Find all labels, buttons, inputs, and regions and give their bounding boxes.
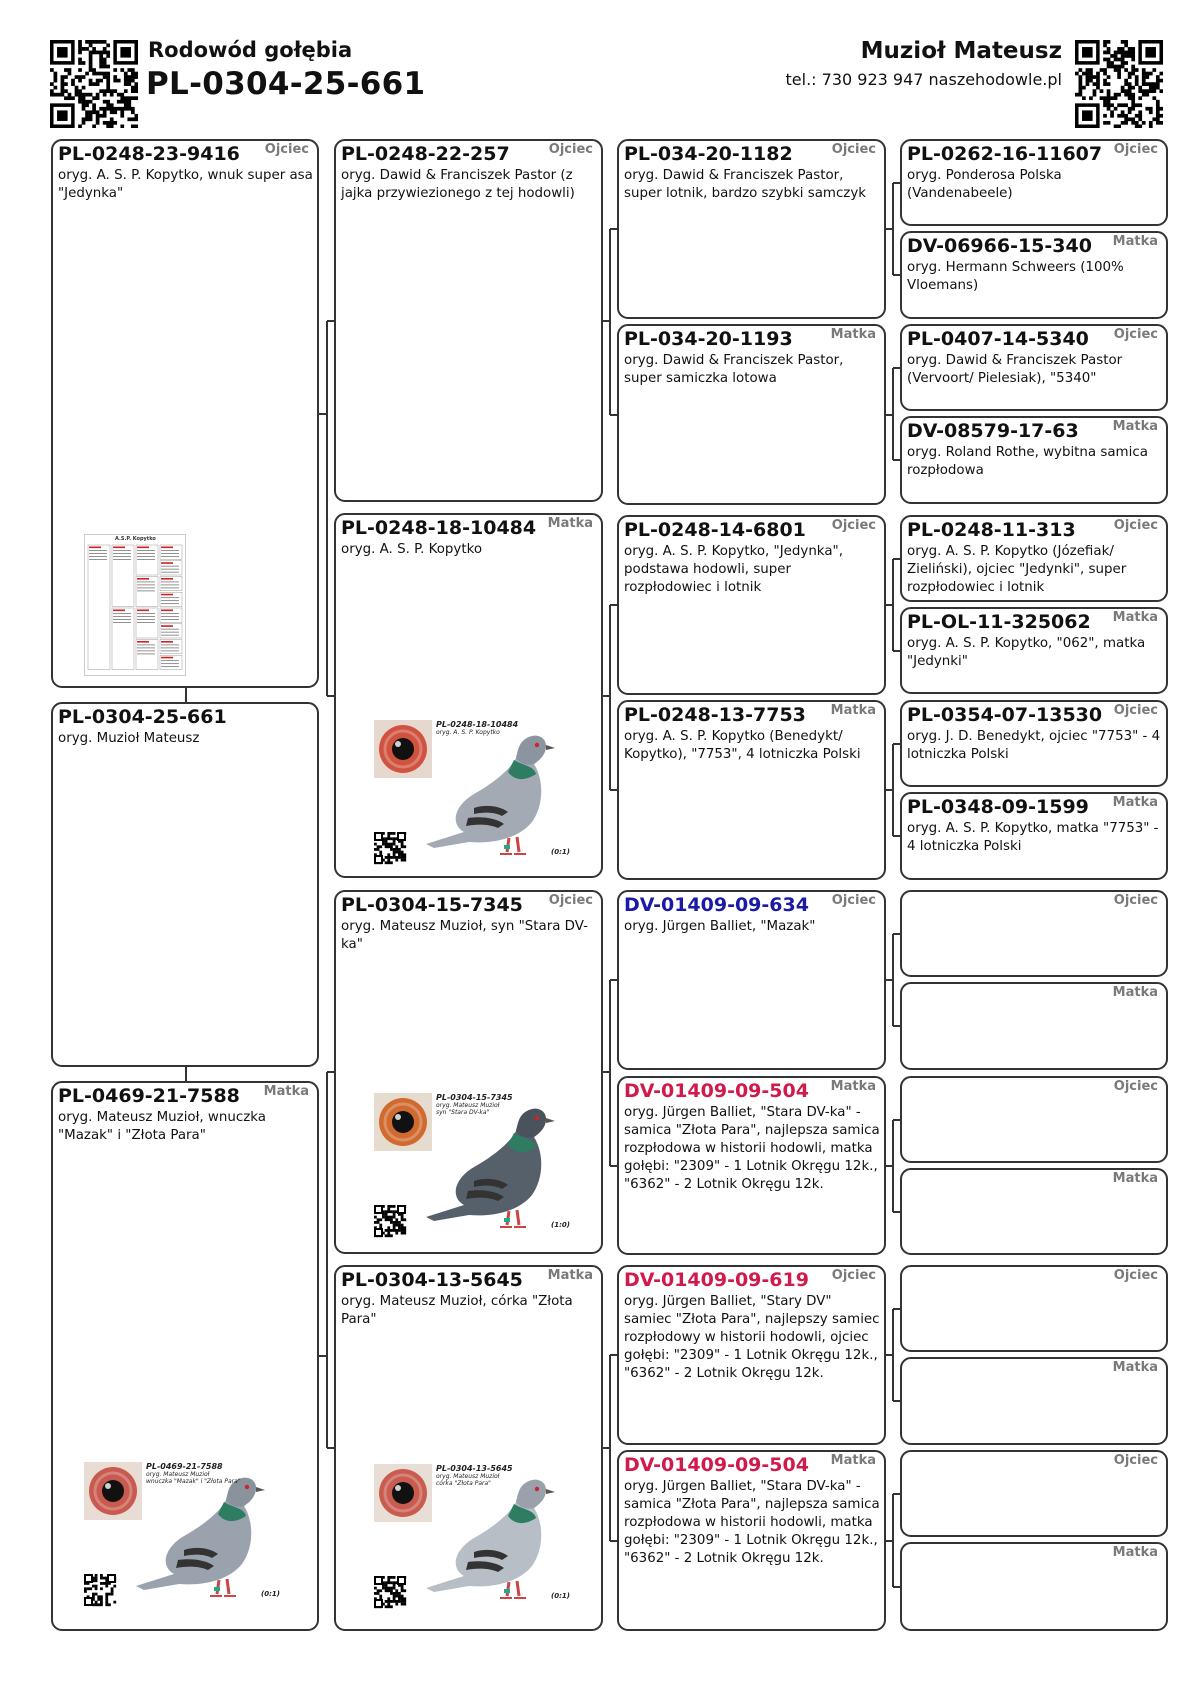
- father-label: Ojciec: [1113, 1268, 1158, 1283]
- father-label: Ojciec: [1113, 142, 1158, 157]
- photo-origin-label: oryg. A. S. P. Kopytko: [436, 729, 500, 736]
- photo-qr-code: [374, 832, 406, 864]
- connector-line: [610, 1354, 617, 1356]
- photo-qr-code: [84, 1574, 116, 1606]
- photo-origin-label: oryg. Mateusz Muzioł: [146, 1471, 210, 1478]
- gen4-card-1[interactable]: [900, 139, 1168, 226]
- origin-description: oryg. Ponderosa Polska (Vandenabeele): [907, 168, 1062, 201]
- ring-number: PL-0248-22-257: [341, 143, 510, 165]
- connector-line: [610, 1165, 617, 1167]
- connector-line: [892, 1309, 894, 1401]
- gen3-card-2[interactable]: [617, 324, 886, 505]
- connector-line: [893, 459, 900, 461]
- father-label: Ojciec: [831, 142, 876, 157]
- origin-description: oryg. A. S. P. Kopytko (Józefiak/ Zieliński), ojciec "Jedynki", super rozpłodowiec i lotnik: [907, 544, 1127, 595]
- photo-result-label: (0:1): [551, 1592, 570, 1600]
- owner-contact: tel.: 730 923 947 naszehodowle.pl: [785, 70, 1062, 89]
- gen3-card-4[interactable]: [617, 700, 886, 880]
- document-title: Rodowód gołębia: [148, 38, 353, 62]
- connector-line: [326, 1072, 328, 1448]
- gen4-card-4[interactable]: [900, 416, 1168, 504]
- gen4-card-11[interactable]: [900, 1076, 1168, 1163]
- photo-ring-label: PL-0469-21-7588: [146, 1462, 223, 1471]
- origin-description: oryg. A. S. P. Kopytko, "062", matka "Jedynki": [907, 636, 1146, 669]
- mother-label: Matka: [830, 703, 876, 718]
- mother-label: Matka: [547, 1268, 593, 1283]
- connector-line: [609, 229, 611, 415]
- gen3-card-6[interactable]: [617, 1076, 886, 1255]
- connector-line: [892, 368, 894, 460]
- photo-ring-label: PL-0304-13-5645: [436, 1464, 513, 1473]
- connector-line: [609, 1355, 611, 1541]
- pigeon-bird-photo: [426, 736, 555, 854]
- connector-line: [892, 559, 894, 651]
- ring-number: PL-0248-18-10484: [341, 517, 537, 539]
- ring-number: PL-0248-23-9416: [58, 143, 240, 165]
- mother-label: Matka: [263, 1084, 309, 1099]
- ring-number: PL-034-20-1193: [624, 328, 793, 350]
- origin-description: oryg. Roland Rothe, wybitna samica rozpłodowa: [907, 445, 1148, 478]
- ring-number: PL-0354-07-13530: [907, 704, 1103, 726]
- connector-line: [893, 367, 900, 369]
- ring-number: PL-0304-13-5645: [341, 1269, 523, 1291]
- photo-note-label: syn "Stara DV-ka": [436, 1109, 490, 1116]
- connector-line: [610, 414, 617, 416]
- gen3-card-8[interactable]: [617, 1450, 886, 1631]
- origin-description: oryg. A. S. P. Kopytko, matka "7753" - 4 lotniczka Polski: [907, 821, 1159, 854]
- connector-line: [893, 1586, 900, 1588]
- ring-number: DV-06966-15-340: [907, 235, 1092, 257]
- pigeon-eye-photo: [374, 1093, 432, 1151]
- connector-line: [893, 933, 900, 935]
- ring-number: PL-0248-14-6801: [624, 519, 806, 541]
- owner-name: Muzioł Mateusz: [860, 38, 1062, 64]
- pigeon-bird-photo: [136, 1478, 265, 1596]
- father-label: Ojciec: [264, 142, 309, 157]
- connector-line: [326, 321, 328, 696]
- photo-ring-label: PL-0304-15-7345: [436, 1093, 513, 1102]
- father-label: Ojciec: [548, 893, 593, 908]
- ring-number: PL-0348-09-1599: [907, 796, 1089, 818]
- origin-description: oryg. Jürgen Balliet, "Stara DV-ka" - samica "Złota Para", najlepsza samica rozpłodowa w historii hodowli, matka gołębi: "2309" - 1 Lotnik Okręgu 12k., "6362" - 2 Lotnik Okręgu 12k.: [624, 1479, 880, 1566]
- connector-line: [893, 274, 900, 276]
- ring-number: PL-OL-11-325062: [907, 611, 1091, 633]
- origin-description: oryg. Jürgen Balliet, "Stara DV-ka" - samica "Złota Para", najlepsza samica rozpłodowa w historii hodowli, matka gołębi: "2309" - 1 Lotnik Okręgu 12k., "6362" - 2 Lotnik Okręgu 12k.: [624, 1105, 880, 1192]
- gen3-card-1[interactable]: [617, 139, 886, 319]
- photo-qr-code: [374, 1205, 406, 1237]
- father-label: Ojciec: [1113, 327, 1158, 342]
- mother-label: Matka: [830, 327, 876, 342]
- origin-description: oryg. A. S. P. Kopytko, wnuk super asa "Jedynka": [58, 168, 313, 201]
- pedigree-thumbnail: [84, 534, 186, 676]
- ring-number: PL-034-20-1182: [624, 143, 793, 165]
- photo-origin-label: oryg. Mateusz Muzioł: [436, 1102, 500, 1109]
- thumbnail-title: A.S.P. Kopytko: [115, 536, 156, 542]
- photo-note-label: wnuczka "Mazak" i "Złota Para": [146, 1478, 241, 1485]
- mother-label: Matka: [1112, 795, 1158, 810]
- connector-line: [892, 934, 894, 1026]
- qr-code-left: [50, 40, 138, 128]
- connector-line: [610, 789, 617, 791]
- photo-qr-code: [374, 1576, 406, 1608]
- ring-number: PL-0262-16-11607: [907, 143, 1103, 165]
- photo-result-label: (0:1): [551, 848, 570, 856]
- connector-line: [893, 1119, 900, 1121]
- mother-label: Matka: [1112, 1171, 1158, 1186]
- qr-code-right: [1075, 40, 1163, 128]
- ring-number: DV-01409-09-504: [624, 1454, 809, 1476]
- photo-result-label: (0:1): [261, 1590, 280, 1598]
- connector-line: [610, 228, 617, 230]
- subject-link-line: [185, 1067, 187, 1081]
- father-label: Ojciec: [1113, 1079, 1158, 1094]
- ring-number: DV-01409-09-619: [624, 1269, 809, 1291]
- pigeon-photo: [374, 1093, 574, 1238]
- gen2-card-1[interactable]: [334, 139, 603, 502]
- father-label: Ojciec: [831, 1268, 876, 1283]
- father-label: Ojciec: [548, 142, 593, 157]
- mother-label: Matka: [830, 1079, 876, 1094]
- photo-origin-label: oryg. Mateusz Muzioł: [436, 1473, 500, 1480]
- ring-number: DV-08579-17-63: [907, 420, 1079, 442]
- origin-description: oryg. Dawid & Franciszek Pastor (z jajka przywiezionego z tej hodowli): [341, 168, 575, 201]
- ring-number: PL-0469-21-7588: [58, 1085, 240, 1107]
- connector-line: [327, 1447, 334, 1449]
- ring-number: DV-01409-09-504: [624, 1080, 809, 1102]
- photo-note-label: córka "Złota Para": [436, 1480, 491, 1487]
- ring-number: PL-0248-13-7753: [624, 704, 806, 726]
- connector-line: [892, 1120, 894, 1212]
- origin-description: oryg. Dawid & Franciszek Pastor, super samiczka lotowa: [624, 353, 844, 386]
- origin-description: oryg. Hermann Schweers (100% Vloemans): [907, 260, 1124, 293]
- mother-label: Matka: [1112, 985, 1158, 1000]
- origin-description: oryg. Mateusz Muzioł, wnuczka "Mazak" i "Złota Para": [58, 1110, 266, 1143]
- pigeon-photo: [84, 1462, 284, 1607]
- pigeon-eye-photo: [374, 1464, 432, 1522]
- pigeon-bird-photo: [426, 1109, 555, 1227]
- connector-line: [893, 558, 900, 560]
- gen3-card-3[interactable]: [617, 515, 886, 695]
- father-label: Ojciec: [1113, 518, 1158, 533]
- origin-description: oryg. Jürgen Balliet, "Stary DV" samiec "Złota Para", najlepszy samiec rozpłodowy w historii hodowli, ojciec gołębi: "2309" - 1 Lotnik Okręgu 12k., "6362" - 2 Lotnik Okręgu 12k.: [624, 1294, 880, 1381]
- gen3-card-5[interactable]: [617, 890, 886, 1070]
- mother-label: Matka: [1112, 234, 1158, 249]
- gen4-card-5[interactable]: [900, 515, 1168, 602]
- pigeon-eye-photo: [374, 720, 432, 778]
- connector-line: [893, 1400, 900, 1402]
- gen4-card-3[interactable]: [900, 324, 1168, 411]
- mother-label: Matka: [1112, 419, 1158, 434]
- connector-line: [610, 979, 617, 981]
- origin-description: oryg. A. S. P. Kopytko, "Jedynka", podstawa hodowli, super rozpłodowiec i lotnik: [624, 544, 843, 595]
- origin-description: oryg. Dawid & Franciszek Pastor (Vervoort/ Pielesiak), "5340": [907, 353, 1123, 386]
- connector-line: [893, 835, 900, 837]
- gen4-card-9[interactable]: [900, 890, 1168, 977]
- origin-description: oryg. Mateusz Muzioł, córka "Złota Para": [341, 1294, 573, 1327]
- connector-line: [893, 1025, 900, 1027]
- origin-description: oryg. A. S. P. Kopytko: [341, 542, 483, 557]
- father-label: Ojciec: [831, 893, 876, 908]
- connector-line: [609, 605, 611, 790]
- connector-line: [893, 1308, 900, 1310]
- pigeon-ring-number: PL-0304-25-661: [146, 66, 426, 102]
- father-label: Ojciec: [831, 518, 876, 533]
- connector-line: [610, 1540, 617, 1542]
- mother-label: Matka: [1112, 610, 1158, 625]
- gen4-card-6[interactable]: [900, 607, 1168, 694]
- gen4-card-8[interactable]: [900, 792, 1168, 880]
- origin-description: oryg. Jürgen Balliet, "Mazak": [624, 919, 816, 934]
- photo-ring-label: PL-0248-18-10484: [436, 720, 519, 729]
- father-label: Ojciec: [1113, 893, 1158, 908]
- origin-description: oryg. A. S. P. Kopytko (Benedykt/ Kopytko), "7753", 4 lotniczka Polski: [624, 729, 861, 762]
- gen4-card-7[interactable]: [900, 700, 1168, 787]
- connector-line: [893, 1493, 900, 1495]
- gen4-card-12[interactable]: [900, 1168, 1168, 1255]
- mother-label: Matka: [1112, 1545, 1158, 1560]
- connector-line: [327, 320, 334, 322]
- gen4-card-2[interactable]: [900, 231, 1168, 319]
- gen4-card-16[interactable]: [900, 1542, 1168, 1631]
- gen4-card-15[interactable]: [900, 1450, 1168, 1537]
- connector-line: [327, 1071, 334, 1073]
- subject-link-line: [185, 688, 187, 702]
- pigeon-photo: [374, 720, 574, 865]
- origin-description: oryg. J. D. Benedykt, ojciec "7753" - 4 lotniczka Polski: [907, 729, 1161, 762]
- connector-line: [893, 182, 900, 184]
- connector-line: [892, 183, 894, 275]
- connector-line: [609, 980, 611, 1166]
- connector-line: [893, 650, 900, 652]
- connector-line: [892, 1494, 894, 1587]
- pigeon-bird-photo: [426, 1480, 555, 1598]
- ring-number: PL-0304-15-7345: [341, 894, 523, 916]
- mother-label: Matka: [1112, 1360, 1158, 1375]
- pigeon-photo: [374, 1464, 574, 1609]
- gen3-card-7[interactable]: [617, 1265, 886, 1445]
- father-label: Ojciec: [1113, 703, 1158, 718]
- subject-card[interactable]: [51, 702, 319, 1067]
- connector-line: [892, 744, 894, 836]
- photo-result-label: (1:0): [551, 1221, 570, 1229]
- connector-line: [327, 695, 334, 697]
- gen4-card-13[interactable]: [900, 1265, 1168, 1352]
- pigeon-eye-photo: [84, 1462, 142, 1520]
- gen4-card-10[interactable]: [900, 982, 1168, 1070]
- connector-line: [893, 1211, 900, 1213]
- mother-label: Matka: [547, 516, 593, 531]
- ring-number: DV-01409-09-634: [624, 894, 809, 916]
- ring-number: PL-0407-14-5340: [907, 328, 1089, 350]
- connector-line: [610, 604, 617, 606]
- origin-description: oryg. Mateusz Muzioł, syn "Stara DV-ka": [341, 919, 588, 952]
- mother-label: Matka: [830, 1453, 876, 1468]
- origin-description: oryg. Dawid & Franciszek Pastor, super lotnik, bardzo szybki samczyk: [624, 168, 867, 201]
- origin-description: oryg. Muzioł Mateusz: [58, 731, 200, 746]
- ring-number: PL-0248-11-313: [907, 519, 1076, 541]
- connector-line: [893, 743, 900, 745]
- father-label: Ojciec: [1113, 1453, 1158, 1468]
- ring-number: PL-0304-25-661: [58, 706, 227, 728]
- gen4-card-14[interactable]: [900, 1357, 1168, 1445]
